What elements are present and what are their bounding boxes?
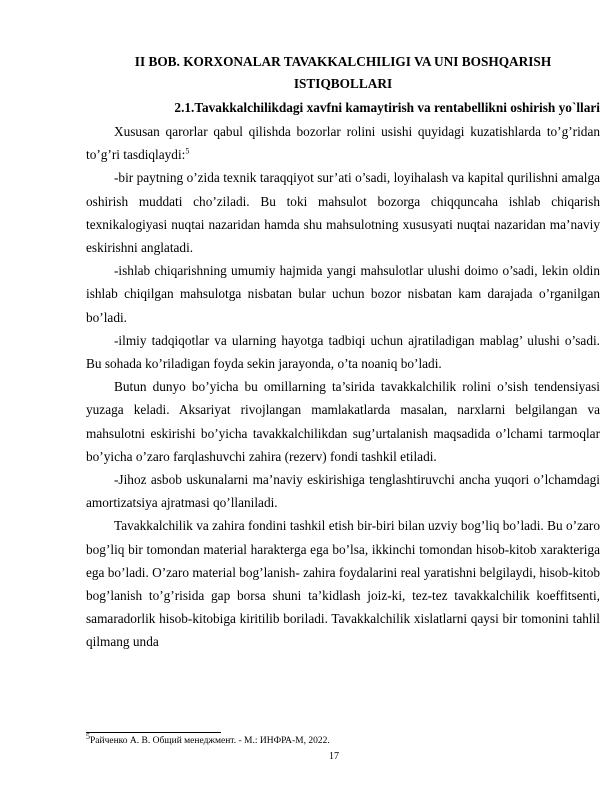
- chapter-title: II BOB. KORXONALAR TAVAKKALCHILIGI VA UNI BOSHQARISH ISTIQBOLLARI: [134, 54, 552, 91]
- paragraph: -bir paytning o’zida texnik taraqqiyot sur’ati o’sadi, loyihalash va kapital qurilishni amalga oshirish muddati cho’ziladi. Bu toki mahsulot bozorga chiqquncaha ishlab chiqarish texnikalogiyasi nuqtai nazaridan hamda shu mahsulotning xususyati nuqtai nazaridan ma’naviy eskirishni anglatadi.: [86, 170, 600, 256]
- paragraph: -ishlab chiqarishning umumiy hajmida yangi mahsulotlar ulushi doimo o’sadi, lekin oldin ishlab chiqilgan mahsulotga nisbatan bular uchun bozor nisbatan kam darajada o’rganilgan bo’ladi.: [86, 263, 600, 325]
- footnote-divider: [86, 732, 221, 733]
- paragraph: -ilmiy tadqiqotlar va ularning hayotga tadbiqi uchun ajratiladigan mablag’ ulushi o’sadi. Bu sohada ko’riladigan foyda sekin jarayonda, o’ta noaniq bo’ladi.: [86, 332, 600, 372]
- paragraph: [86, 120, 600, 166]
- section-title: 2.1.Tavakkalchilikdagi xavfni kamaytirish va rentabellikni oshirish yo`llari: [174, 100, 600, 115]
- paragraph: Tavakkalchilik va zahira fondini tashkil etish bir-biri bilan uzviy bog’liq bo’ladi. Bu o’zaro bog’liq bir tomondan material harakterga ega bo’lsa, ikkinchi tomondan hisob-kitob xarakteriga ega bo’ladi. O’zaro material bog’lanish- zahira foydalarini real yaratishni belgilaydi, hisob-kitob bog’lanish to’g’risida gap borsa shuni ta’kidlash joiz-ki, tez-tez tavakkalchilik koeffitsenti, samaradorlik hisob-kitobiga kiritilib boriladi. Tavakkalchilik xislatlarni qaysi bir tomonini tahlil qilmang unda: [86, 518, 600, 650]
- footnote: [86, 731, 600, 747]
- paragraph-text: Xususan qarorlar qabul qilishda bozorlar rolini usishi quyidagi kuzatishlarda to’g’ridan to’g’ri tasdiqlaydi:: [86, 124, 600, 163]
- footnote-reference: 5: [185, 146, 190, 156]
- footnote-text: Райченко А. В. Общий менеджмент. - М.: ИНФРА-М, 2022.: [90, 736, 330, 746]
- paragraph: Butun dunyo bo’yicha bu omillarning ta’sirida tavakkalchilik rolini o’sish tendensiyasi yuzaga keladi. Aksariyat rivojlangan mamlakatlarda masalan, narxlarni belgilangan va mahsulotni eskirishi bo’yicha tavakkalchilikdan sug’urtalanish maqsadida o’lchami tarmoqlar bo’yicha o’zaro farqlashuvchi zahira (rezerv) fondi tashkil etiladi.: [86, 379, 600, 464]
- footnote-marker: 5: [86, 731, 90, 741]
- body-text: [86, 120, 600, 654]
- page-number: 17: [329, 751, 339, 762]
- paragraph: -Jihoz asbob uskunalarni ma’naviy eskirishiga tenglashtiruvchi ancha yuqori o’lchamdagi amortizatsiya ajratmasi qo’llaniladi.: [86, 472, 600, 511]
